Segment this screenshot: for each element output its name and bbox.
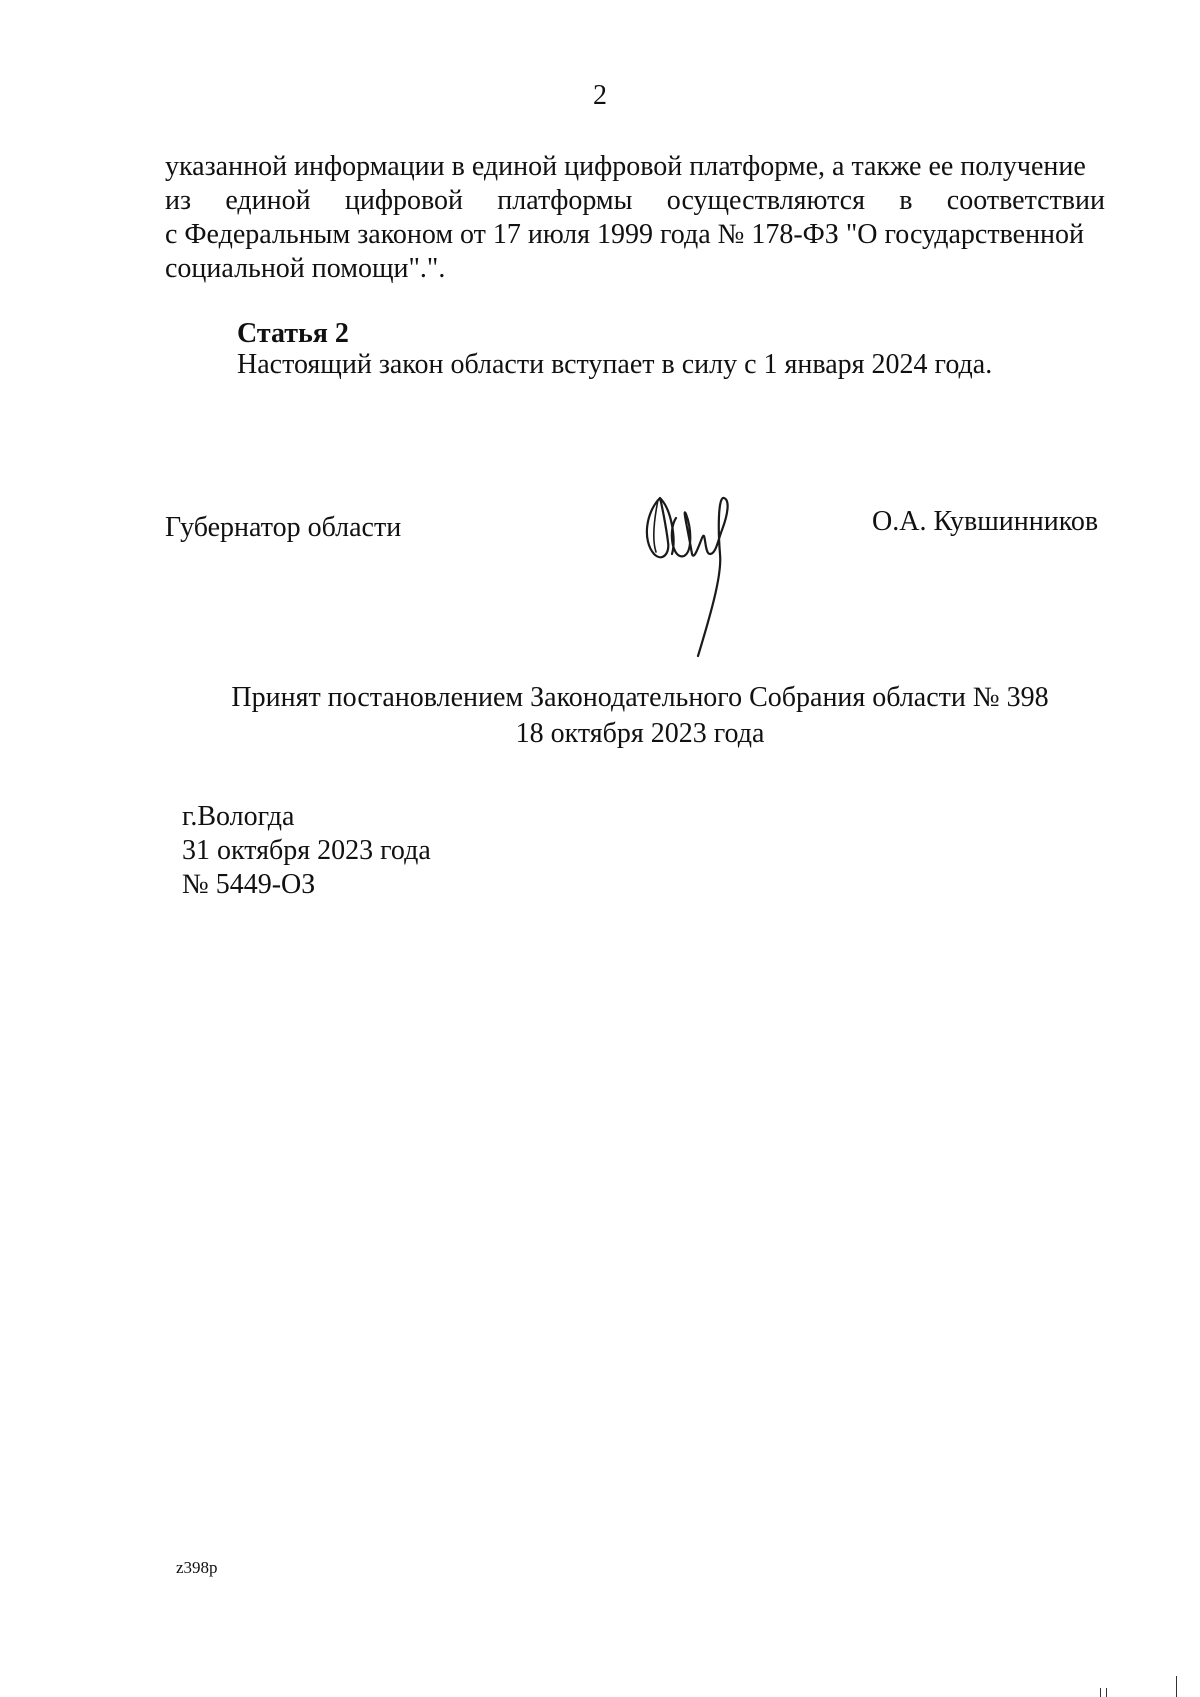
law-number: № 5449-ОЗ — [182, 869, 316, 900]
scan-edge-mark — [1106, 1688, 1107, 1697]
article-title: Статья 2 — [237, 318, 349, 349]
governor-name: О.А. Кувшинников — [872, 506, 1099, 537]
body-paragraph — [165, 150, 1105, 286]
paragraph-line-1: указанной информации в единой цифровой платформе, а также ее получение — [165, 151, 1086, 182]
adoption-note — [225, 680, 1055, 752]
scan-edge-mark — [1100, 1688, 1101, 1697]
governor-title: Губернатор области — [165, 512, 402, 543]
city: г.Вологда — [182, 801, 295, 832]
adoption-line-2: 18 октября 2023 года — [515, 718, 765, 749]
paragraph-line-4: социальной помощи".". — [165, 253, 446, 284]
place-date-number — [182, 800, 431, 902]
page-number: 2 — [593, 80, 607, 111]
signing-date: 31 октября 2023 года — [182, 835, 431, 866]
paragraph-line-3: с Федеральным законом от 17 июля 1999 года № 178-ФЗ "О государственной — [165, 219, 1085, 250]
adoption-line-1: Принят постановлением Законодательного Собрания области № 398 — [231, 682, 1049, 713]
document-code: z398p — [176, 1558, 218, 1577]
article-text: Настоящий закон области вступает в силу с 1 января 2024 года. — [237, 349, 993, 380]
paragraph-line-2: из единой цифровой платформы осуществляются в соответствии — [165, 185, 1105, 216]
signature-image — [632, 470, 772, 660]
scan-edge-mark — [1176, 1676, 1177, 1697]
